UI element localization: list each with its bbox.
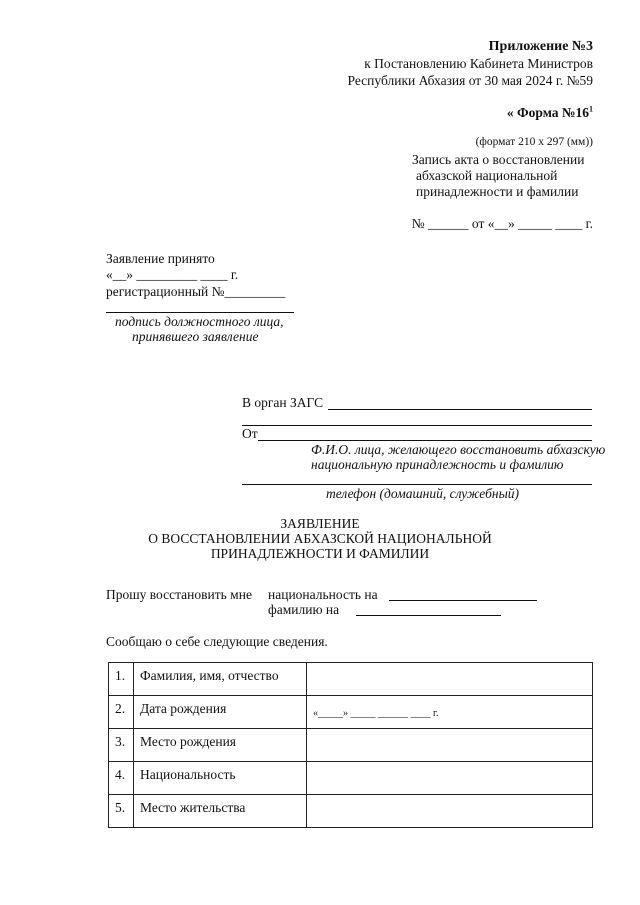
phone-line bbox=[242, 484, 592, 485]
table-row bbox=[109, 696, 593, 729]
info-intro: Сообщаю о себе следующие сведения. bbox=[106, 634, 328, 649]
record-title-1: Запись акта о восстановлении bbox=[412, 152, 585, 167]
row-label: Фамилия, имя, отчество bbox=[134, 663, 307, 696]
table-row bbox=[109, 795, 593, 828]
fio-caption-2: национальную принадлежность и фамилию bbox=[311, 457, 564, 472]
record-title-2: абхазской национальной bbox=[416, 168, 558, 183]
table-row bbox=[109, 663, 593, 696]
signature-caption-2: принявшего заявление bbox=[132, 329, 259, 344]
from-label: От bbox=[242, 426, 258, 441]
signature-caption-1: подпись должностного лица, bbox=[115, 314, 284, 329]
signature-line bbox=[106, 312, 294, 313]
nationality-label: национальность на bbox=[268, 587, 378, 602]
zags-line bbox=[328, 409, 592, 410]
row-value-field[interactable] bbox=[307, 663, 593, 696]
table-row bbox=[109, 762, 593, 795]
record-title-3: принадлежности и фамилии bbox=[416, 184, 579, 199]
accepted-label: Заявление принято bbox=[106, 251, 215, 266]
nationality-line bbox=[389, 600, 537, 601]
row-number: 4. bbox=[109, 762, 134, 795]
request-prefix: Прошу восстановить мне bbox=[106, 587, 252, 602]
doc-title-2: О ВОССТАНОВЛЕНИИ АБХАЗСКОЙ НАЦИОНАЛЬНОЙ bbox=[148, 531, 492, 546]
row-value-field[interactable] bbox=[307, 729, 593, 762]
resolution-line-2: Республики Абхазия от 30 мая 2024 г. №59 bbox=[347, 73, 593, 88]
surname-line bbox=[356, 615, 501, 616]
accepted-date-line: «__» _________ ____ г. bbox=[106, 267, 239, 282]
doc-title-3: ПРИНАДЛЕЖНОСТИ И ФАМИЛИИ bbox=[210, 546, 430, 561]
birthdate-template: «_____» _____ ______ ____ г. bbox=[313, 708, 439, 719]
info-table bbox=[108, 662, 593, 828]
format-note: (формат 210 х 297 (мм)) bbox=[475, 136, 593, 148]
row-number: 3. bbox=[109, 729, 134, 762]
phone-caption: телефон (домашний, служебный) bbox=[326, 486, 520, 501]
doc-title-1: ЗАЯВЛЕНИЕ bbox=[280, 516, 360, 531]
appendix-title: Приложение №3 bbox=[488, 39, 593, 54]
form-number bbox=[507, 105, 593, 122]
row-label: Национальность bbox=[134, 762, 307, 795]
registration-number: регистрационный №_________ bbox=[106, 284, 286, 299]
zags-line-2 bbox=[242, 425, 592, 426]
row-number: 5. bbox=[109, 795, 134, 828]
row-label: Дата рождения bbox=[134, 696, 307, 729]
table-row bbox=[109, 729, 593, 762]
record-number-line: № ______ от «__» _____ ____ г. bbox=[411, 216, 593, 231]
from-line bbox=[258, 440, 592, 441]
row-value-field[interactable] bbox=[307, 762, 593, 795]
row-number: 1. bbox=[109, 663, 134, 696]
zags-label: В орган ЗАГС bbox=[242, 395, 324, 410]
form-number-text: « Форма №16 bbox=[506, 105, 589, 120]
fio-caption-1: Ф.И.О. лица, желающего восстановить абхазскую bbox=[311, 442, 606, 457]
row-label: Место жительства bbox=[134, 795, 307, 828]
row-number: 2. bbox=[109, 696, 134, 729]
resolution-line-1: к Постановлению Кабинета Министров bbox=[364, 56, 593, 71]
row-label: Место рождения bbox=[134, 729, 307, 762]
row-value-field[interactable] bbox=[307, 795, 593, 828]
form-number-sup: 1 bbox=[589, 104, 593, 114]
row-value-field[interactable] bbox=[307, 696, 593, 729]
surname-label: фамилию на bbox=[268, 602, 340, 617]
